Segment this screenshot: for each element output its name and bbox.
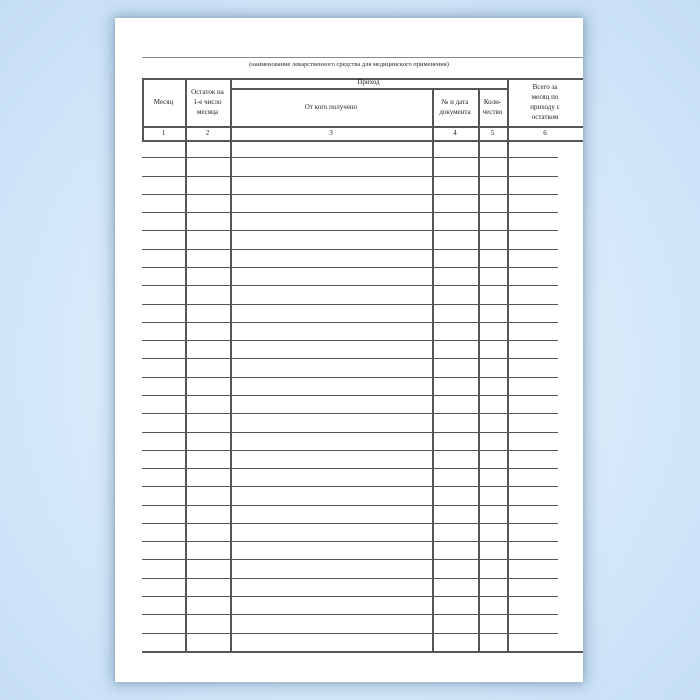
table-row: [142, 451, 558, 469]
table-row: [142, 396, 558, 414]
column-number-6: 6: [543, 128, 547, 137]
column-number-1: 1: [161, 128, 166, 137]
table-row: [142, 195, 558, 213]
table-row: [142, 615, 558, 633]
table-row: [142, 487, 558, 505]
table-row: [142, 560, 558, 578]
table-row: [142, 579, 558, 597]
table-row: [142, 506, 558, 524]
table-row: [142, 414, 558, 432]
column-number-5: 5: [490, 128, 495, 137]
table-row: [142, 542, 558, 560]
table-bottom-border: [142, 651, 583, 653]
table-row: [142, 524, 558, 542]
table-row: [142, 250, 558, 268]
column-number-3: 3: [329, 128, 333, 137]
table-row: [142, 323, 558, 341]
header-doc-number-date: № и дата документа: [439, 97, 471, 116]
column-number-2: 2: [205, 128, 210, 137]
table-row: [142, 634, 558, 651]
table-row: [142, 433, 558, 451]
table-row: [142, 177, 558, 195]
table-row: [142, 231, 558, 249]
header-month: Месяц: [153, 97, 174, 106]
table-row: [142, 469, 558, 487]
table-row: [142, 158, 558, 176]
table-row: [142, 305, 558, 323]
header-received-from: От кого получено: [304, 102, 358, 111]
table-row: [142, 268, 558, 286]
table-row: [142, 213, 558, 231]
table-row: [142, 597, 558, 615]
table-body-rows: [142, 140, 558, 651]
form-page: [115, 18, 583, 682]
header-opening-balance: Остаток на 1-е число месяца: [191, 87, 224, 117]
table-row: [142, 359, 558, 377]
caption-text: (наименование лекарственного средства для медицинского применения): [249, 60, 449, 68]
header-quantity: Коли-чество: [482, 97, 503, 116]
table-row: [142, 341, 558, 359]
table-row: [142, 286, 558, 304]
header-incoming-group: Приход: [357, 77, 380, 86]
table-row: [142, 140, 558, 158]
header-monthly-total: Всего за месяц по приходу с остатком: [530, 82, 560, 122]
column-number-4: 4: [453, 128, 457, 137]
table-row: [142, 378, 558, 396]
